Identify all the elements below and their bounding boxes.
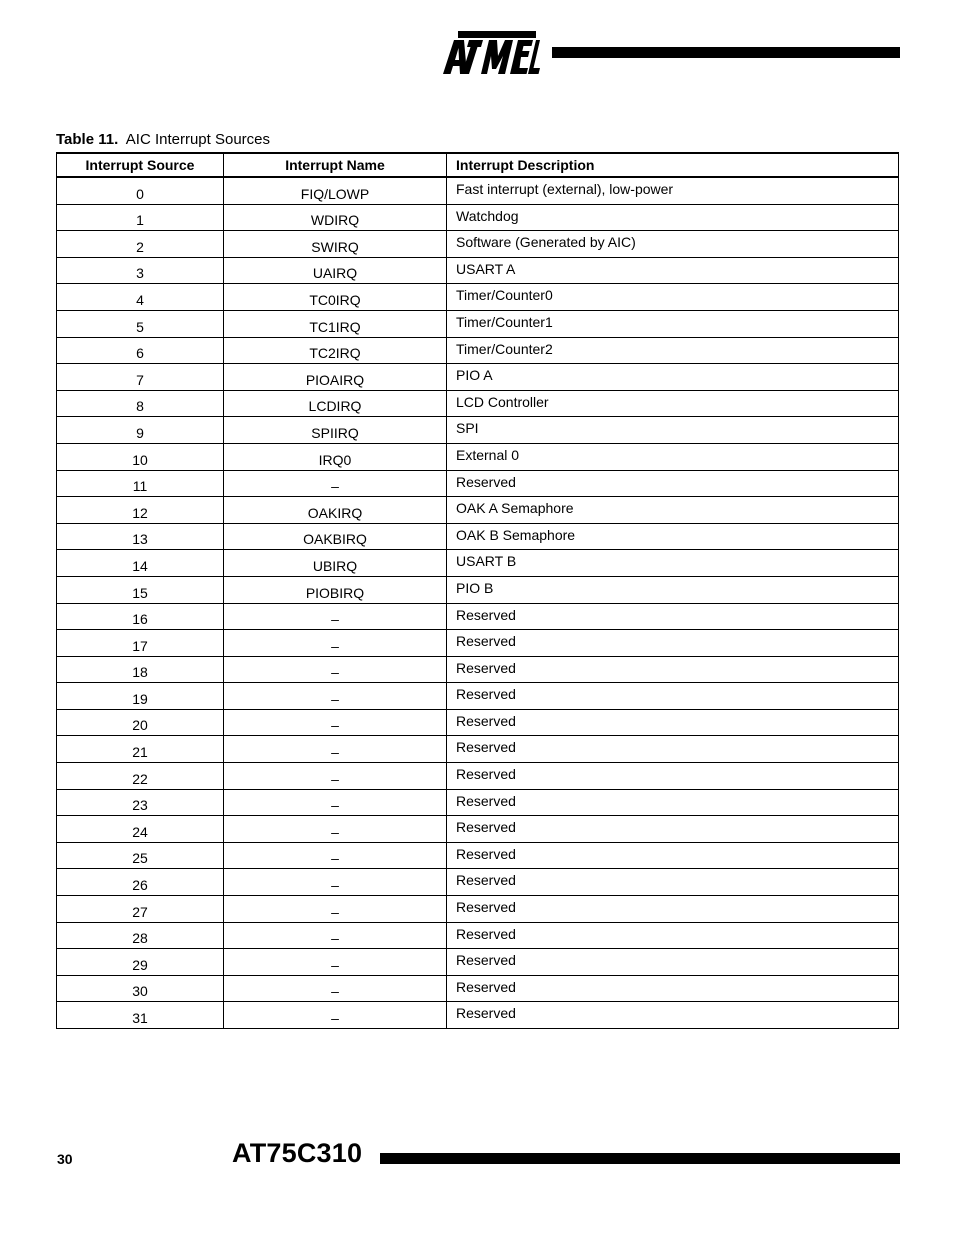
page-number: 30 bbox=[57, 1151, 73, 1167]
cell-interrupt-name: PIOAIRQ bbox=[224, 364, 447, 391]
cell-interrupt-description: Reserved bbox=[447, 603, 899, 630]
cell-interrupt-source: 12 bbox=[57, 497, 224, 524]
table-row bbox=[57, 683, 899, 710]
cell-interrupt-name: – bbox=[224, 816, 447, 843]
cell-interrupt-source: 1 bbox=[57, 204, 224, 231]
cell-interrupt-name: UBIRQ bbox=[224, 550, 447, 577]
cell-interrupt-name: – bbox=[224, 683, 447, 710]
cell-interrupt-name: – bbox=[224, 975, 447, 1002]
header-interrupt-description: Interrupt Description bbox=[447, 153, 899, 177]
cell-interrupt-description: PIO B bbox=[447, 576, 899, 603]
table-row bbox=[57, 550, 899, 577]
cell-interrupt-source: 22 bbox=[57, 763, 224, 790]
cell-interrupt-name: – bbox=[224, 869, 447, 896]
cell-interrupt-source: 25 bbox=[57, 842, 224, 869]
cell-interrupt-source: 10 bbox=[57, 443, 224, 470]
cell-interrupt-description: Reserved bbox=[447, 630, 899, 657]
table-row bbox=[57, 284, 899, 311]
cell-interrupt-description: Reserved bbox=[447, 709, 899, 736]
cell-interrupt-source: 24 bbox=[57, 816, 224, 843]
cell-interrupt-name: TC0IRQ bbox=[224, 284, 447, 311]
cell-interrupt-source: 15 bbox=[57, 576, 224, 603]
cell-interrupt-description: External 0 bbox=[447, 443, 899, 470]
cell-interrupt-source: 19 bbox=[57, 683, 224, 710]
table-caption bbox=[56, 131, 270, 148]
cell-interrupt-description: USART B bbox=[447, 550, 899, 577]
cell-interrupt-name: – bbox=[224, 630, 447, 657]
table-row bbox=[57, 177, 899, 204]
table-row bbox=[57, 443, 899, 470]
header-interrupt-source: Interrupt Source bbox=[57, 153, 224, 177]
header-rule bbox=[552, 47, 900, 58]
cell-interrupt-description: Reserved bbox=[447, 656, 899, 683]
table-row bbox=[57, 310, 899, 337]
cell-interrupt-name: PIOBIRQ bbox=[224, 576, 447, 603]
cell-interrupt-description: USART A bbox=[447, 257, 899, 284]
cell-interrupt-description: Reserved bbox=[447, 789, 899, 816]
table-row bbox=[57, 576, 899, 603]
cell-interrupt-source: 23 bbox=[57, 789, 224, 816]
table-row bbox=[57, 842, 899, 869]
cell-interrupt-source: 14 bbox=[57, 550, 224, 577]
cell-interrupt-description: OAK B Semaphore bbox=[447, 523, 899, 550]
table-caption-title: AIC Interrupt Sources bbox=[125, 131, 271, 148]
table-row bbox=[57, 869, 899, 896]
cell-interrupt-source: 20 bbox=[57, 709, 224, 736]
cell-interrupt-description: Reserved bbox=[447, 683, 899, 710]
table-row bbox=[57, 630, 899, 657]
cell-interrupt-name: – bbox=[224, 603, 447, 630]
table-header-row bbox=[57, 153, 899, 177]
cell-interrupt-source: 26 bbox=[57, 869, 224, 896]
table-row bbox=[57, 257, 899, 284]
table-row bbox=[57, 337, 899, 364]
cell-interrupt-name: – bbox=[224, 736, 447, 763]
table-row bbox=[57, 709, 899, 736]
atmel-logo bbox=[440, 28, 540, 78]
cell-interrupt-source: 27 bbox=[57, 896, 224, 923]
cell-interrupt-source: 5 bbox=[57, 310, 224, 337]
cell-interrupt-description: Timer/Counter1 bbox=[447, 310, 899, 337]
cell-interrupt-description: Reserved bbox=[447, 1002, 899, 1029]
table-row bbox=[57, 896, 899, 923]
cell-interrupt-name: – bbox=[224, 922, 447, 949]
cell-interrupt-source: 13 bbox=[57, 523, 224, 550]
table-row bbox=[57, 816, 899, 843]
cell-interrupt-name: – bbox=[224, 763, 447, 790]
cell-interrupt-name: – bbox=[224, 470, 447, 497]
cell-interrupt-description: Reserved bbox=[447, 736, 899, 763]
table-row bbox=[57, 763, 899, 790]
cell-interrupt-source: 28 bbox=[57, 922, 224, 949]
cell-interrupt-name: SWIRQ bbox=[224, 231, 447, 258]
cell-interrupt-name: TC1IRQ bbox=[224, 310, 447, 337]
document-title: AT75C310 bbox=[232, 1138, 363, 1168]
cell-interrupt-name: – bbox=[224, 789, 447, 816]
cell-interrupt-description: Reserved bbox=[447, 763, 899, 790]
cell-interrupt-description: Software (Generated by AIC) bbox=[447, 231, 899, 258]
cell-interrupt-source: 4 bbox=[57, 284, 224, 311]
cell-interrupt-source: 3 bbox=[57, 257, 224, 284]
cell-interrupt-source: 18 bbox=[57, 656, 224, 683]
cell-interrupt-description: Fast interrupt (external), low-power bbox=[447, 177, 899, 204]
table-caption-label: Table 11. bbox=[56, 131, 119, 148]
cell-interrupt-description: SPI bbox=[447, 417, 899, 444]
cell-interrupt-name: SPIIRQ bbox=[224, 417, 447, 444]
cell-interrupt-name: OAKIRQ bbox=[224, 497, 447, 524]
cell-interrupt-source: 11 bbox=[57, 470, 224, 497]
cell-interrupt-description: Reserved bbox=[447, 896, 899, 923]
table-row bbox=[57, 231, 899, 258]
cell-interrupt-description: Timer/Counter2 bbox=[447, 337, 899, 364]
cell-interrupt-description: Timer/Counter0 bbox=[447, 284, 899, 311]
cell-interrupt-description: Reserved bbox=[447, 975, 899, 1002]
table-row bbox=[57, 470, 899, 497]
table-row bbox=[57, 949, 899, 976]
table-row bbox=[57, 1002, 899, 1029]
cell-interrupt-description: Reserved bbox=[447, 922, 899, 949]
cell-interrupt-description: Watchdog bbox=[447, 204, 899, 231]
table-row bbox=[57, 736, 899, 763]
cell-interrupt-name: – bbox=[224, 709, 447, 736]
cell-interrupt-description: Reserved bbox=[447, 869, 899, 896]
cell-interrupt-name: TC2IRQ bbox=[224, 337, 447, 364]
table-row bbox=[57, 975, 899, 1002]
cell-interrupt-description: OAK A Semaphore bbox=[447, 497, 899, 524]
table-row bbox=[57, 417, 899, 444]
cell-interrupt-name: – bbox=[224, 949, 447, 976]
table-row bbox=[57, 204, 899, 231]
cell-interrupt-source: 17 bbox=[57, 630, 224, 657]
cell-interrupt-name: WDIRQ bbox=[224, 204, 447, 231]
cell-interrupt-source: 2 bbox=[57, 231, 224, 258]
cell-interrupt-name: – bbox=[224, 842, 447, 869]
cell-interrupt-source: 21 bbox=[57, 736, 224, 763]
cell-interrupt-name: – bbox=[224, 896, 447, 923]
cell-interrupt-source: 31 bbox=[57, 1002, 224, 1029]
cell-interrupt-name: OAKBIRQ bbox=[224, 523, 447, 550]
cell-interrupt-source: 6 bbox=[57, 337, 224, 364]
table-row bbox=[57, 603, 899, 630]
cell-interrupt-name: UAIRQ bbox=[224, 257, 447, 284]
cell-interrupt-name: – bbox=[224, 1002, 447, 1029]
cell-interrupt-name: FIQ/LOWP bbox=[224, 177, 447, 204]
cell-interrupt-description: PIO A bbox=[447, 364, 899, 391]
table-row bbox=[57, 390, 899, 417]
cell-interrupt-name: IRQ0 bbox=[224, 443, 447, 470]
cell-interrupt-source: 7 bbox=[57, 364, 224, 391]
cell-interrupt-description: Reserved bbox=[447, 949, 899, 976]
table-row bbox=[57, 922, 899, 949]
interrupt-sources-table bbox=[56, 152, 899, 1029]
cell-interrupt-source: 29 bbox=[57, 949, 224, 976]
table-row bbox=[57, 364, 899, 391]
cell-interrupt-description: Reserved bbox=[447, 816, 899, 843]
cell-interrupt-source: 9 bbox=[57, 417, 224, 444]
header-interrupt-name: Interrupt Name bbox=[224, 153, 447, 177]
cell-interrupt-description: Reserved bbox=[447, 842, 899, 869]
cell-interrupt-source: 16 bbox=[57, 603, 224, 630]
cell-interrupt-name: LCDIRQ bbox=[224, 390, 447, 417]
table-row bbox=[57, 497, 899, 524]
table-row bbox=[57, 656, 899, 683]
cell-interrupt-source: 8 bbox=[57, 390, 224, 417]
cell-interrupt-description: LCD Controller bbox=[447, 390, 899, 417]
cell-interrupt-name: – bbox=[224, 656, 447, 683]
table-body bbox=[57, 177, 899, 1029]
table-row bbox=[57, 523, 899, 550]
cell-interrupt-source: 30 bbox=[57, 975, 224, 1002]
footer-rule bbox=[380, 1153, 900, 1164]
table-row bbox=[57, 789, 899, 816]
cell-interrupt-source: 0 bbox=[57, 177, 224, 204]
cell-interrupt-description: Reserved bbox=[447, 470, 899, 497]
